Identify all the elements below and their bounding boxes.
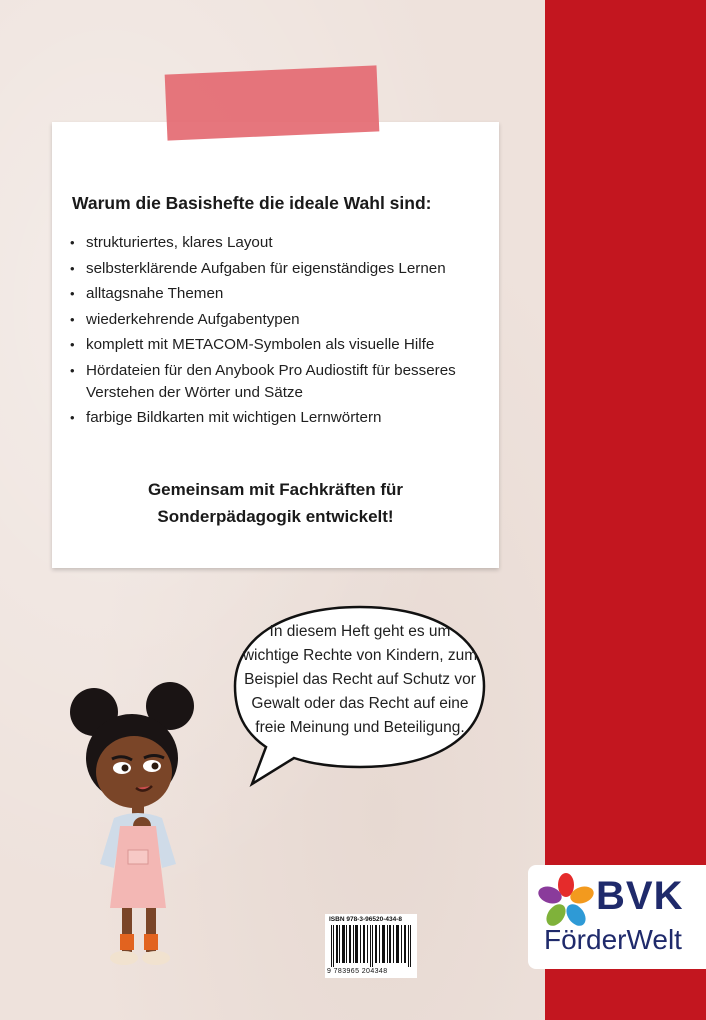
tagline-line: Gemeinsam mit Fachkräften für [147, 480, 404, 499]
tagline [52, 476, 499, 530]
isbn-label: ISBN 978-3-96520-434-8 [329, 916, 402, 923]
barcode [325, 914, 417, 978]
feature-item: • selbsterklärende Aufgaben für eigenständiges Lernen [70, 258, 490, 280]
flower-petals-icon [538, 873, 594, 929]
tape-strip [165, 65, 380, 140]
girl-character-illustration [66, 676, 200, 976]
logo-subtitle: FörderWelt [544, 924, 682, 955]
feature-list [70, 232, 490, 433]
card-heading: Warum die Basishefte die ideale Wahl sind: [72, 193, 432, 213]
feature-item: • alltagsnahe Themen [70, 283, 490, 305]
feature-item: • Hördateien für den Anybook Pro Audiostift für besseres Verstehen der Wörter und Sätze [70, 360, 490, 404]
info-card [52, 122, 499, 568]
speech-bubble [232, 604, 487, 792]
feature-item: • komplett mit METACOM-Symbolen als visuelle Hilfe [70, 334, 490, 356]
publisher-logo [528, 865, 706, 969]
barcode-bars [327, 925, 415, 967]
feature-item: • wiederkehrende Aufgabentypen [70, 309, 490, 331]
barcode-digits: 9 783965 204348 [327, 968, 388, 975]
speech-bubble-text: In diesem Heft geht es um wichtige Rechte von Kindern, zum Beispiel das Recht auf Schutz vor Gewalt oder das Recht auf eine freie Meinung und Beteiligung. [242, 623, 478, 736]
logo-brand: BVK [596, 874, 684, 918]
tagline-line: Sonderpädagogik entwickelt! [157, 507, 394, 526]
feature-item: • strukturiertes, klares Layout [70, 232, 490, 254]
feature-item: • farbige Bildkarten mit wichtigen Lernwörtern [70, 407, 490, 429]
